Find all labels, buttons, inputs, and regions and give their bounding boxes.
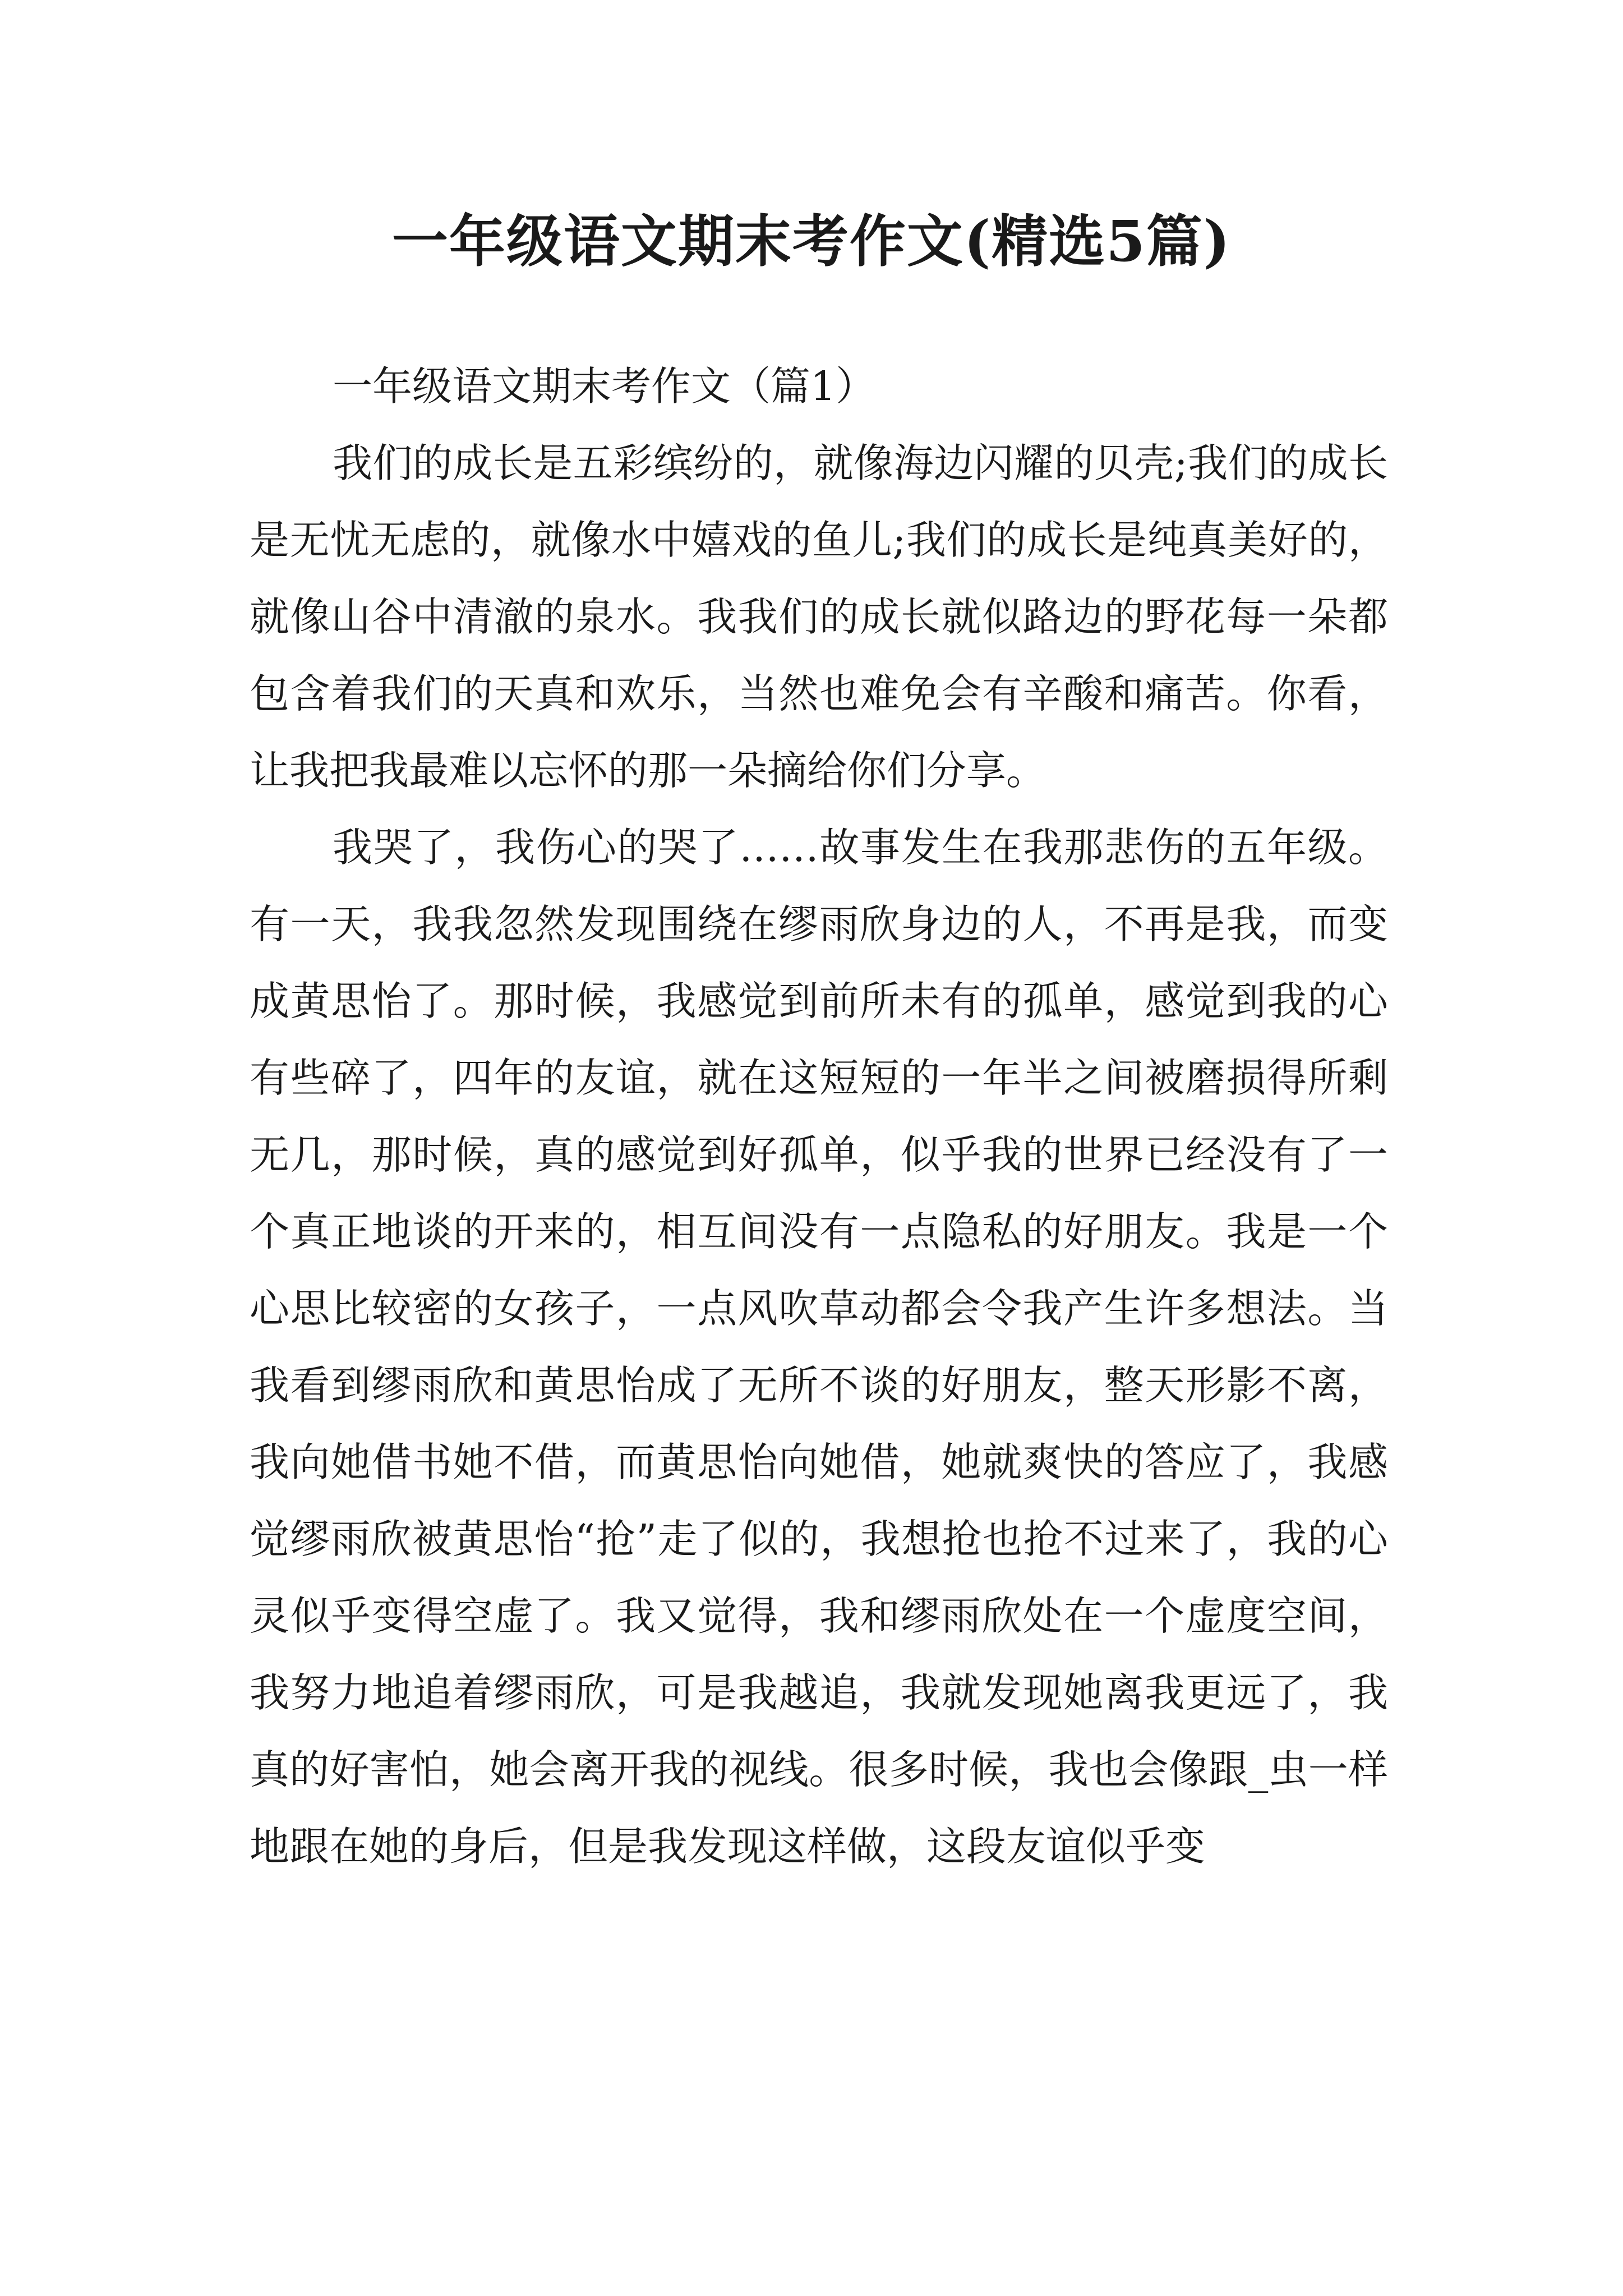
paragraph-1: 我们的成长是五彩缤纷的，就像海边闪耀的贝壳;我们的成长是无忧无虑的，就像水中嬉戏的鱼儿;我们的成长是纯真美好的，就像山谷中清澈的泉水。我我们的成长就似路边的野花每一朵都包含着我们的天真和欢乐，当然也难免会有辛酸和痛苦。你看，让我把我最难以忘怀的那一朵摘给你们分享。 bbox=[250, 440, 1388, 794]
document-title: 一年级语文期末考作文(精选5篇) bbox=[391, 208, 1232, 274]
document-body bbox=[250, 348, 1388, 1885]
paragraph-2: 我哭了，我伤心的哭了……故事发生在我那悲伤的五年级。有一天，我我忽然发现围绕在缪雨欣身边的人，不再是我，而变成黄思怡了。那时候，我感觉到前所未有的孤单，感觉到我的心有些碎了，四年的友谊，就在这短短的一年半之间被磨损得所剩无几，那时候，真的感觉到好孤单，似乎我的世界已经没有了一个真正地谈的开来的，相互间没有一点隐私的好朋友。我是一个心思比较密的女孩子，一点风吹草动都会令我产生许多想法。当我看到缪雨欣和黄思怡成了无所不谈的好朋友，整天形影不离，我向她借书她不借，而黄思怡向她借，她就爽快的答应了，我感觉缪雨欣被黄思怡“抢”走了似的，我想抢也抢不过来了，我的心灵似乎变得空虚了。我又觉得，我和缪雨欣处在一个虚度空间，我努力地追着缪雨欣，可是我越追，我就发现她离我更远了，我真的好害怕，她会离开我的视线。很多时候，我也会像跟_虫一样地跟在她的身后，但是我发现这样做，这段友谊似乎变 bbox=[250, 824, 1388, 1870]
section-heading: 一年级语文期末考作文（篇1） bbox=[333, 363, 876, 409]
